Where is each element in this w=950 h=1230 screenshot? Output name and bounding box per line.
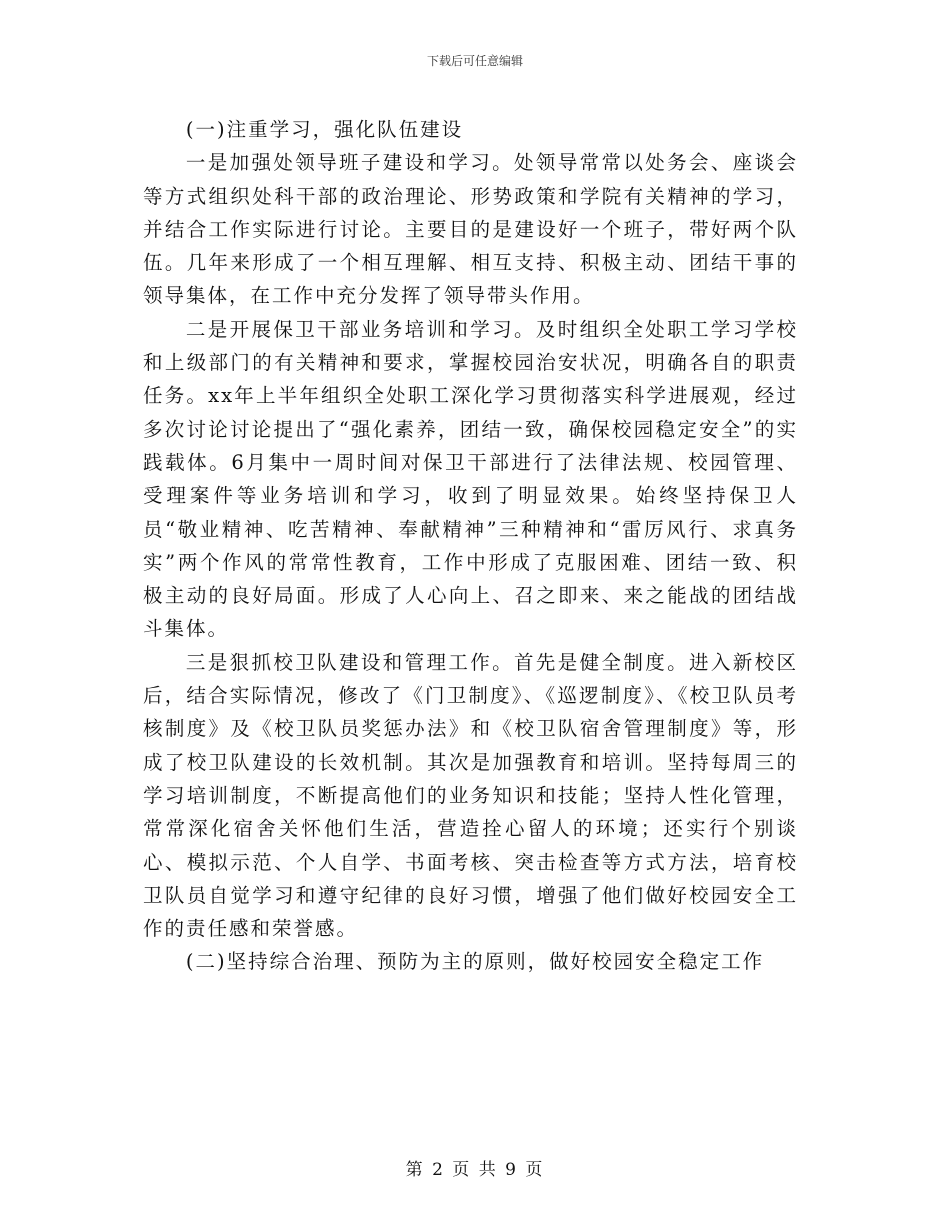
section-heading-2: (二)坚持综合治理、预防为主的原则，做好校园安全稳定工作 <box>185 950 765 974</box>
section-heading-1: (一)注重学习，强化队伍建设 <box>185 118 464 141</box>
document-body <box>143 113 798 979</box>
paragraph-2: 二是开展保卫干部业务培训和学习。及时组织全处职工学习学校和上级部门的有关精神和要求，掌握校园治安状况，明确各自的职责任务。xx年上半年组织全处职工深化学习贯彻落实科学进展观，经过多次讨论讨论提出了“强化素养，团结一致，确保校园稳定安全”的实践载体。6月集中一周时间对保卫干部进行了法律法规、校园管理、受理案件等业务培训和学习，收到了明显效果。始终坚持保卫人员“敬业精神、吃苦精神、奉献精神”三种精神和“雷厉风行、求真务实”两个作风的常常性教育，工作中形成了克服困难、团结一致、积极主动的良好局面。形成了人心向上、召之即来、来之能战的团结战斗集体。 <box>143 317 798 641</box>
paragraph-1: 一是加强处领导班子建设和学习。处领导常常以处务会、座谈会等方式组织处科干部的政治理论、形势政策和学院有关精神的学习，并结合工作实际进行讨论。主要目的是建设好一个班子，带好两个队伍。几年来形成了一个相互理解、相互支持、积极主动、团结干事的领导集体，在工作中充分发挥了领导带头作用。 <box>143 151 798 308</box>
page-header: 下载后可任意编辑 <box>426 54 523 68</box>
paragraph-3: 三是狠抓校卫队建设和管理工作。首先是健全制度。进入新校区后，结合实际情况，修改了《门卫制度》、《巡逻制度》、《校卫队员考核制度》及《校卫队员奖惩办法》和《校卫队宿舍管理制度》等，形成了校卫队建设的长效机制。其次是加强教育和培训。坚持每周三的学习培训制度，不断提高他们的业务知识和技能；坚持人性化管理，常常深化宿舍关怀他们生活，营造拴心留人的环境；还实行个别谈心、模拟示范、个人自学、书面考核、突击检查等方式方法，培育校卫队员自觉学习和遵守纪律的良好习惯，增强了他们做好校园安全工作的责任感和荣誉感。 <box>143 650 798 941</box>
page-footer: 第 2 页 共 9 页 <box>405 1160 545 1180</box>
